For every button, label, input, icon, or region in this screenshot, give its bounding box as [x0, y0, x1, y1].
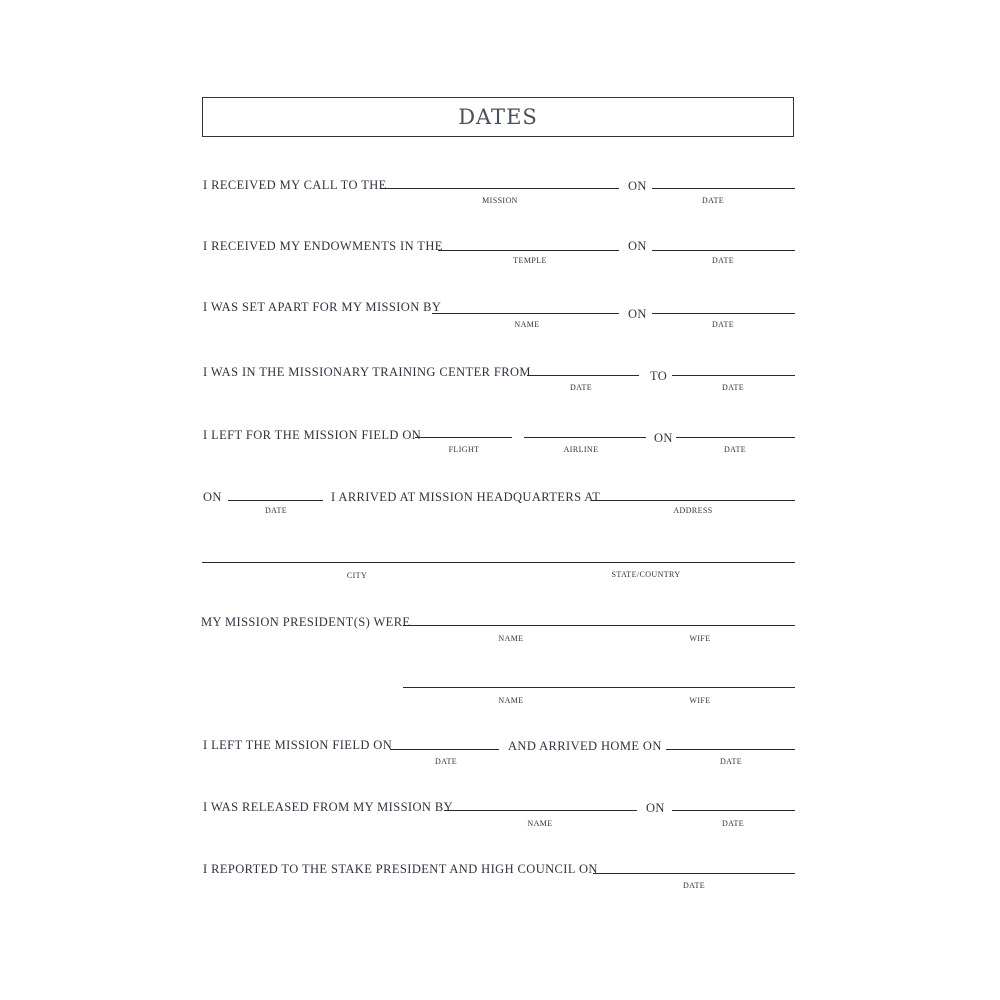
left-field-date-field[interactable]: [390, 749, 499, 750]
arrived-date-field[interactable]: [228, 500, 323, 501]
president-2-name-caption: NAME: [498, 696, 524, 705]
released-date-caption: DATE: [721, 819, 745, 828]
temple-field[interactable]: [438, 250, 619, 251]
released-label: I WAS RELEASED FROM MY MISSION BY: [203, 800, 454, 814]
address-caption: ADDRESS: [673, 506, 713, 515]
set-apart-name-caption: NAME: [514, 320, 540, 329]
temple-caption: TEMPLE: [513, 256, 547, 265]
mtc-to-date-caption: DATE: [721, 383, 745, 392]
arrived-home-date-caption: DATE: [719, 757, 743, 766]
flight-caption: FLIGHT: [448, 445, 480, 454]
arrived-home-label: AND ARRIVED HOME ON: [508, 739, 662, 753]
president-1-field[interactable]: [403, 625, 795, 626]
endowments-on-label: ON: [628, 239, 647, 253]
left-for-date-field[interactable]: [676, 437, 795, 438]
endowments-date-field[interactable]: [652, 250, 795, 251]
left-field-label: I LEFT THE MISSION FIELD ON: [203, 738, 393, 752]
arrived-label: I ARRIVED AT MISSION HEADQUARTERS AT: [331, 490, 601, 504]
left-field-date-caption: DATE: [434, 757, 458, 766]
call-on-label: ON: [628, 179, 647, 193]
reported-date-caption: DATE: [682, 881, 706, 890]
released-name-caption: NAME: [527, 819, 553, 828]
released-date-field[interactable]: [672, 810, 795, 811]
reported-date-field[interactable]: [593, 873, 795, 874]
set-apart-name-field[interactable]: [432, 313, 619, 314]
arrived-home-date-field[interactable]: [666, 749, 795, 750]
airline-caption: AIRLINE: [563, 445, 599, 454]
flight-field[interactable]: [415, 437, 512, 438]
mtc-to-label: TO: [650, 369, 668, 383]
endowments-label: I RECEIVED MY ENDOWMENTS IN THE: [203, 239, 443, 253]
left-for-label: I LEFT FOR THE MISSION FIELD ON: [203, 428, 422, 442]
mtc-from-date-field[interactable]: [527, 375, 639, 376]
set-apart-on-label: ON: [628, 307, 647, 321]
arrived-on-label: ON: [203, 490, 222, 504]
title-box: [202, 97, 794, 137]
airline-field[interactable]: [524, 437, 646, 438]
state-country-caption: STATE/COUNTRY: [611, 570, 681, 579]
mission-caption: MISSION: [482, 196, 518, 205]
set-apart-label: I WAS SET APART FOR MY MISSION BY: [203, 300, 442, 314]
city-state-field[interactable]: [202, 562, 795, 563]
left-for-on-label: ON: [654, 431, 673, 445]
endowments-date-caption: DATE: [711, 256, 735, 265]
president-2-field[interactable]: [403, 687, 795, 688]
arrived-date-caption: DATE: [264, 506, 288, 515]
page-title: DATES: [458, 105, 538, 129]
city-caption: CITY: [346, 571, 368, 580]
set-apart-date-caption: DATE: [711, 320, 735, 329]
released-on-label: ON: [646, 801, 665, 815]
presidents-label: MY MISSION PRESIDENT(S) WERE: [201, 615, 411, 629]
mtc-label: I WAS IN THE MISSIONARY TRAINING CENTER FROM: [203, 365, 531, 379]
mtc-to-date-field[interactable]: [672, 375, 795, 376]
president-2-wife-caption: WIFE: [689, 696, 711, 705]
address-field[interactable]: [592, 500, 795, 501]
mission-field[interactable]: [380, 188, 619, 189]
released-name-field[interactable]: [444, 810, 637, 811]
call-date-field[interactable]: [652, 188, 795, 189]
set-apart-date-field[interactable]: [652, 313, 795, 314]
reported-label: I REPORTED TO THE STAKE PRESIDENT AND HIGH COUNCIL ON: [203, 862, 598, 876]
president-1-wife-caption: WIFE: [689, 634, 711, 643]
call-date-caption: DATE: [701, 196, 725, 205]
president-1-name-caption: NAME: [498, 634, 524, 643]
call-label: I RECEIVED MY CALL TO THE: [203, 178, 387, 192]
left-for-date-caption: DATE: [723, 445, 747, 454]
mtc-from-date-caption: DATE: [569, 383, 593, 392]
